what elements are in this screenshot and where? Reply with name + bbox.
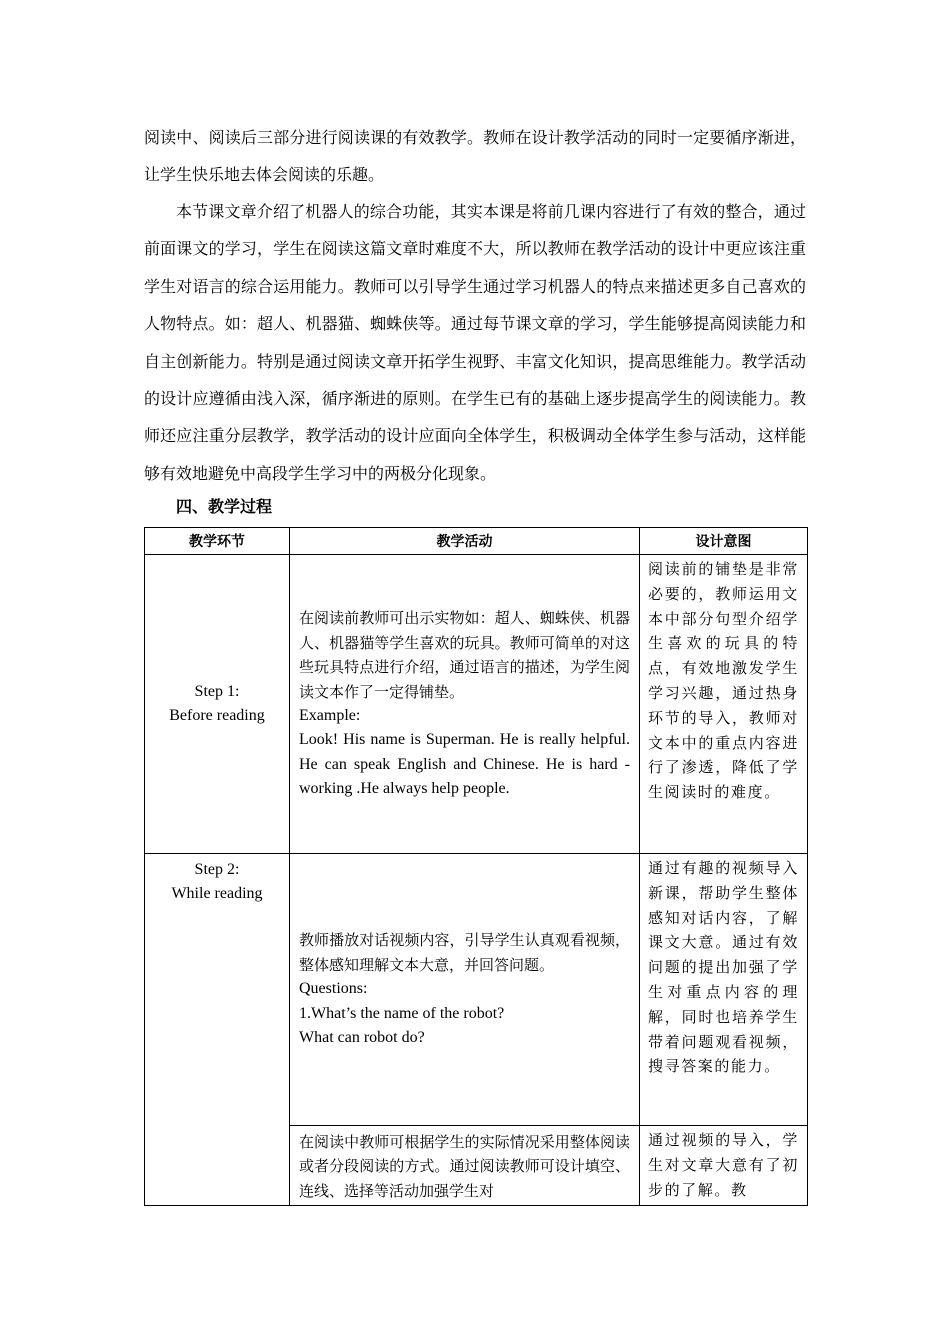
intent-cell: 阅读前的铺垫是非常必要的，教师运用文本中部分句型介绍学生喜欢的玩具的特点，有效地激发学生学习兴趣，通过热身环节的导入，教师对文本中的重点内容进行了渗透，降低了学生阅读时的难度。 [640,555,808,854]
step-number: Step 1: [194,683,240,700]
page-bottom-margin [0,1206,950,1344]
step-number: Step 2: [194,861,240,878]
activity-example: Look! His name is Superman. He is really helpful. He can speak English and Chinese. He is hard -working .He always help people. [299,731,630,798]
question-item: 1.What’s the name of the robot? [299,1004,505,1022]
step-cell [145,555,290,854]
intent-cell: 通过有趣的视频导入新课，帮助学生整体感知对话内容，了解课文大意。通过有效问题的提出加强了学生对重点内容的理解，同时也培养学生带着问题观看视频，搜寻答案的能力。 [640,854,808,1126]
activity-cell [290,555,640,854]
header-intent: 设计意图 [640,528,808,555]
header-activity: 教学活动 [290,528,640,555]
section-heading: 四、教学过程 [176,497,273,516]
activity-text: 在阅读前教师可出示实物如：超人、蜘蛛侠、机器人、机器猫等学生喜欢的玩具。教师可简单的对这些玩具特点进行介绍，通过语言的描述，为学生阅读文本作了一定得铺垫。 [299,609,630,701]
step-title: While reading [171,885,263,902]
activity-cell: 在阅读中教师可根据学生的实际情况采用整体阅读或者分段阅读的方式。通过阅读教师可设计填空、连线、选择等活动加强学生对 [290,1126,640,1206]
question-item: What can robot do? [299,1029,425,1047]
header-stage: 教学环节 [145,528,290,555]
intent-cell: 通过视频的导入，学生对文章大意有了初步的了解。教 [640,1126,808,1206]
activity-text: 教师播放对话视频内容，引导学生认真观看视频，整体感知理解文本大意，并回答问题。 [299,931,630,974]
paragraph-lesson-analysis: 本节课文章介绍了机器人的综合功能，其实本课是将前几课内容进行了有效的整合，通过前面课文的学习，学生在阅读这篇文章时难度不大，所以教师在教学活动的设计中更应该注重学生对语言的综合运用能力。教师可以引导学生通过学习机器人的特点来描述更多自己喜欢的人物特点。如：超人、机器猫、蜘蛛侠等。通过每节课文章的学习，学生能够提高阅读能力和自主创新能力。特别是通过阅读文章开拓学生视野、丰富文化知识，提高思维能力。教学活动的设计应遵循由浅入深，循序渐进的原则。在学生已有的基础上逐步提高学生的阅读能力。教师还应注重分层教学，教学活动的设计应面向全体学生，积极调动全体学生参与活动，这样能够有效地避免中高段学生学习中的两极分化现象。 [144,202,806,483]
table-row [145,854,808,1126]
paragraph-intro: 阅读中、阅读后三部分进行阅读课的有效教学。教师在设计教学活动的同时一定要循序渐进，让学生快乐地去体会阅读的乐趣。 [144,128,806,185]
table-header-row [145,528,808,555]
step-cell [145,854,290,1206]
activity-cell [290,854,640,1126]
activity-label: Example: [299,707,361,724]
activity-label: Questions: [299,980,368,998]
table-row [145,555,808,854]
step-title: Before reading [169,707,265,724]
teaching-process-table [144,527,808,1206]
